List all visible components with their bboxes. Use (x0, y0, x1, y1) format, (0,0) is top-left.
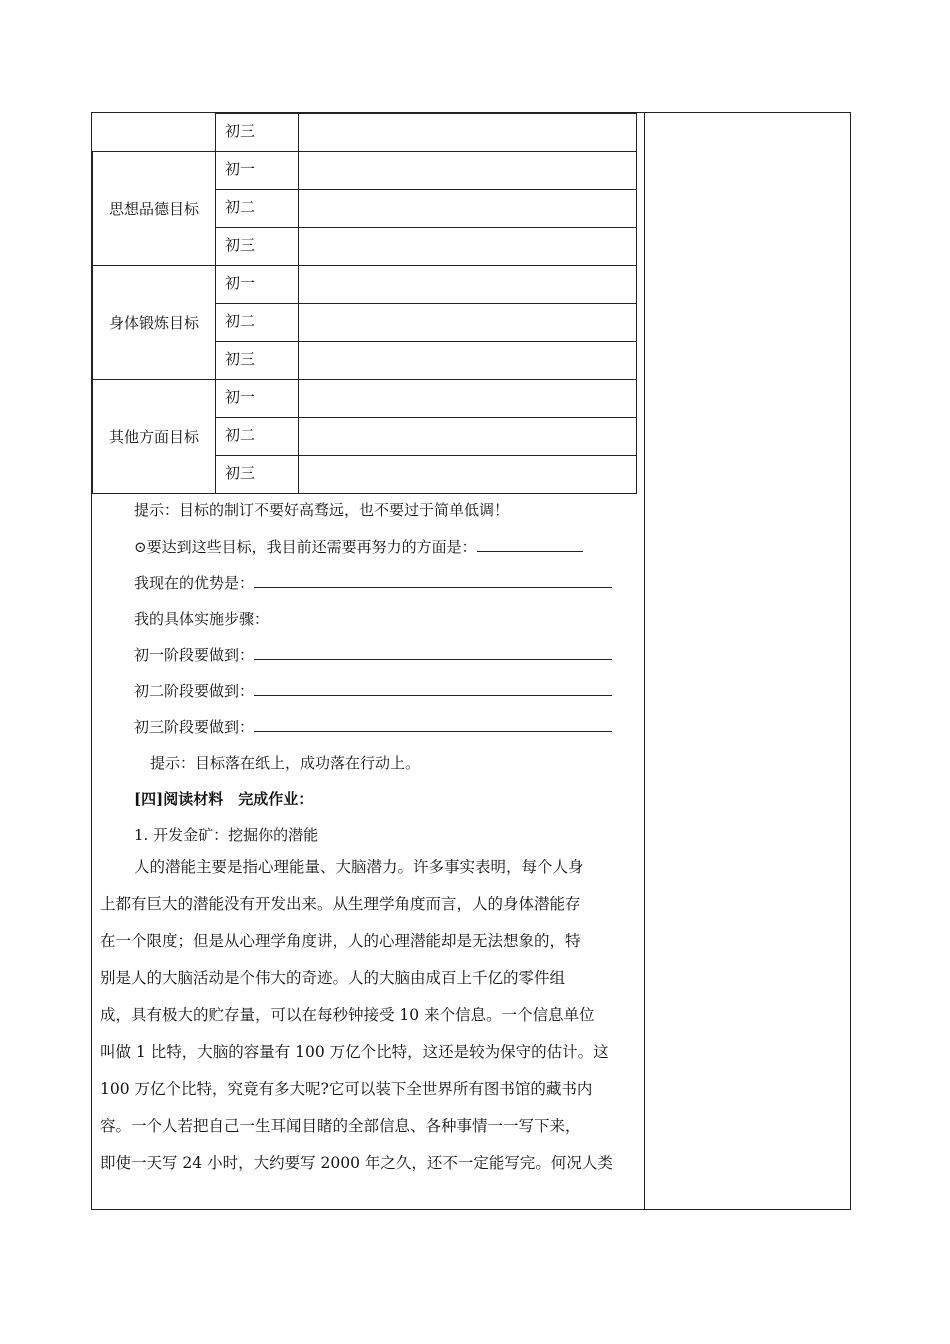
paragraph-line: 在一个限度；但是从心理学角度讲，人的心理潜能却是无法想象的，特 (100, 932, 581, 950)
advantage-line (134, 573, 634, 593)
advantage-fill-line[interactable] (254, 573, 612, 588)
goal-input-cell[interactable] (299, 342, 637, 380)
effort-line (134, 537, 634, 557)
advantage-label: 我现在的优势是： (134, 574, 255, 592)
grade-cell: 初三 (216, 228, 299, 266)
goal-input-cell[interactable] (299, 304, 637, 342)
tip-text: 提示：目标的制订不要好高骛远，也不要过于简单低调！ (134, 501, 510, 519)
stage1-label: 初一阶段要做到： (134, 646, 255, 664)
right-column-divider (644, 112, 645, 1210)
goal-input-cell[interactable] (299, 380, 637, 418)
steps-label: 我的具体实施步骤： (134, 610, 270, 628)
table-row (93, 266, 637, 304)
goal-input-cell[interactable] (299, 418, 637, 456)
tip2-text: 提示：目标落在纸上，成功落在行动上。 (150, 754, 421, 772)
stage2-label: 初二阶段要做到： (134, 682, 255, 700)
grade-cell: 初一 (216, 266, 299, 304)
grade-cell: 初二 (216, 190, 299, 228)
paragraph-line: 上都有巨大的潜能没有开发出来。从生理学角度而言，人的身体潜能存 (100, 895, 581, 913)
goals-table (92, 113, 637, 494)
category-cell: 身体锻炼目标 (93, 266, 216, 380)
paragraph-line: 人的潜能主要是指心理能量、大脑潜力。许多事实表明，每个人身 (134, 858, 584, 876)
table-row (93, 152, 637, 190)
stage3-line (134, 717, 634, 737)
paragraph-line: 容。一个人若把自己一生耳闻目睹的全部信息、各种事情一一写下来， (100, 1117, 581, 1135)
section-heading: [四]阅读材料 完成作业： (134, 790, 314, 808)
stage3-fill-line[interactable] (254, 717, 612, 732)
grade-cell: 初一 (216, 380, 299, 418)
goal-input-cell[interactable] (299, 456, 637, 494)
item-title: 1. 开发金矿：挖掘你的潜能 (134, 826, 319, 844)
stage2-line (134, 681, 634, 701)
grade-cell: 初三 (216, 456, 299, 494)
goal-input-cell[interactable] (299, 266, 637, 304)
table-row (93, 114, 637, 152)
goal-input-cell[interactable] (299, 228, 637, 266)
stage3-label: 初三阶段要做到： (134, 718, 255, 736)
paragraph-line: 即使一天写 24 小时，大约要写 2000 年之久，还不一定能写完。何况人类 (100, 1154, 613, 1172)
table-row (93, 380, 637, 418)
stage1-fill-line[interactable] (254, 645, 612, 660)
stage1-line (134, 645, 634, 665)
grade-cell: 初三 (216, 114, 299, 152)
stage2-fill-line[interactable] (254, 681, 612, 696)
goal-input-cell[interactable] (299, 114, 637, 152)
category-cell: 其他方面目标 (93, 380, 216, 494)
effort-fill-line[interactable] (477, 537, 583, 552)
goal-input-cell[interactable] (299, 152, 637, 190)
grade-cell: 初一 (216, 152, 299, 190)
paragraph-line: 成，具有极大的贮存量，可以在每秒钟接受 10 来个信息。一个信息单位 (100, 1006, 595, 1024)
paragraph-line: 叫做 1 比特，大脑的容量有 100 万亿个比特，这还是较为保守的估计。这 (100, 1043, 609, 1061)
effort-label: ⊙要达到这些目标，我目前还需要再努力的方面是： (134, 538, 477, 556)
category-cell: 思想品德目标 (93, 152, 216, 266)
paragraph-line: 别是人的大脑活动是个伟大的奇迹。人的大脑由成百上千亿的零件组 (100, 969, 566, 987)
paragraph-line: 100 万亿个比特，究竟有多大呢?它可以装下全世界所有图书馆的藏书内 (100, 1080, 593, 1098)
goal-input-cell[interactable] (299, 190, 637, 228)
grade-cell: 初二 (216, 418, 299, 456)
category-cell-empty (93, 114, 216, 152)
grade-cell: 初二 (216, 304, 299, 342)
grade-cell: 初三 (216, 342, 299, 380)
